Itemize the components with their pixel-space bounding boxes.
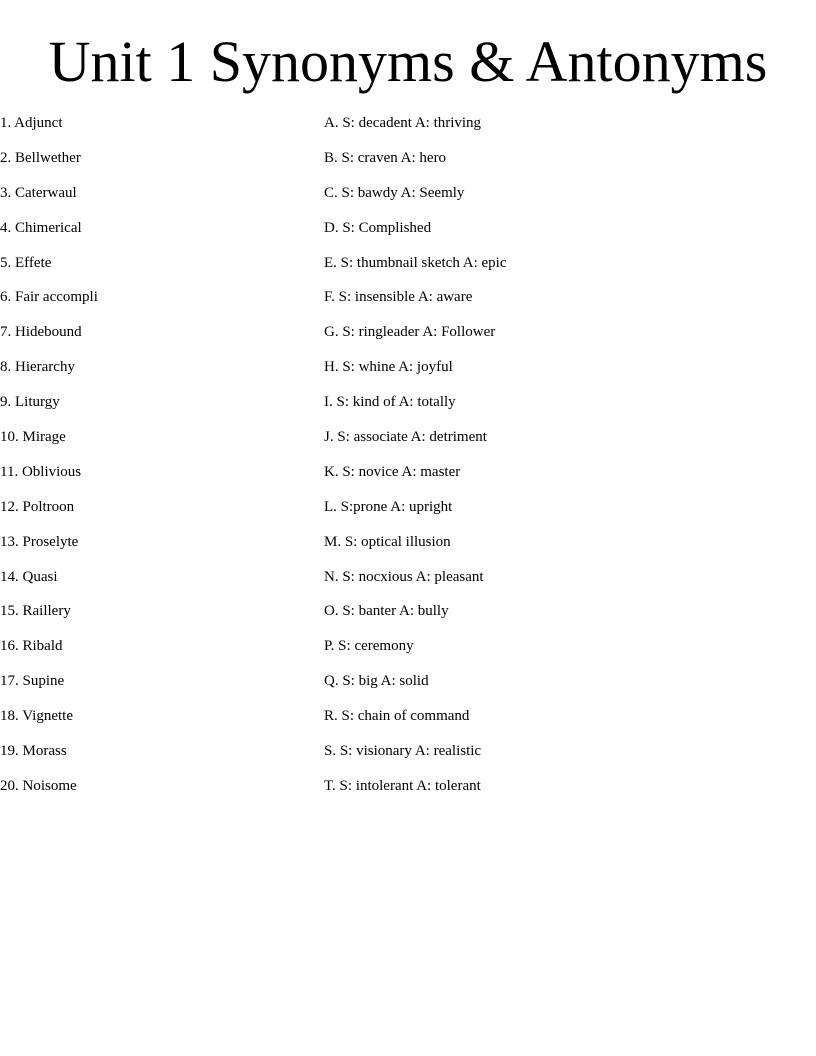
definition-item: R. S: chain of command — [324, 708, 470, 725]
word-item: 13. Proselyte — [0, 533, 79, 550]
word-item: 2. Bellwether — [0, 149, 81, 166]
word-item: 15. Raillery — [0, 603, 71, 620]
word-item: 10. Mirage — [0, 429, 66, 446]
word-item: 5. Effete — [0, 254, 52, 271]
definition-item: E. S: thumbnail sketch A: epic — [324, 254, 507, 271]
word-item: 8. Hierarchy — [0, 359, 75, 376]
word-item: 14. Quasi — [0, 568, 58, 585]
definition-item: K. S: novice A: master — [324, 463, 461, 480]
definition-item: M. S: optical illusion — [324, 533, 451, 550]
page-title: Unit 1 Synonyms & Antonyms — [48, 29, 768, 94]
definition-list — [324, 113, 804, 811]
definition-item: O. S: banter A: bully — [324, 603, 449, 620]
word-item: 16. Ribald — [0, 638, 63, 655]
definition-item: A. S: decadent A: thriving — [324, 115, 482, 131]
word-item: 11. Oblivious — [0, 463, 82, 480]
definition-item: N. S: nocxious A: pleasant — [324, 568, 484, 585]
definition-item: Q. S: big A: solid — [324, 673, 429, 690]
definition-item: B. S: craven A: hero — [324, 149, 447, 166]
word-item: 17. Supine — [0, 673, 65, 690]
word-item: 20. Noisome — [0, 777, 77, 794]
word-item: 4. Chimerical — [0, 219, 82, 236]
word-list — [0, 113, 310, 811]
definition-item: H. S: whine A: joyful — [324, 359, 453, 376]
definition-item: G. S: ringleader A: Follower — [324, 324, 496, 341]
definition-item: T. S: intolerant A: tolerant — [324, 777, 481, 794]
word-item: 19. Morass — [0, 743, 67, 760]
word-item: 6. Fair accompli — [0, 289, 98, 306]
word-item: 12. Poltroon — [0, 498, 75, 515]
definition-item: C. S: bawdy A: Seemly — [324, 184, 465, 201]
definition-item: J. S: associate A: detriment — [324, 429, 487, 446]
definition-item: I. S: kind of A: totally — [324, 394, 456, 411]
word-item: 18. Vignette — [0, 708, 73, 725]
word-item: 9. Liturgy — [0, 394, 60, 411]
word-item: 3. Caterwaul — [0, 184, 77, 201]
definition-item: S. S: visionary A: realistic — [324, 743, 482, 760]
definition-item: L. S:prone A: upright — [324, 498, 453, 515]
word-item: 1. Adjunct — [0, 115, 63, 131]
word-item: 7. Hidebound — [0, 324, 82, 341]
definition-item: P. S: ceremony — [324, 638, 414, 655]
definition-item: D. S: Complished — [324, 219, 432, 236]
definition-item: F. S: insensible A: aware — [324, 289, 473, 306]
